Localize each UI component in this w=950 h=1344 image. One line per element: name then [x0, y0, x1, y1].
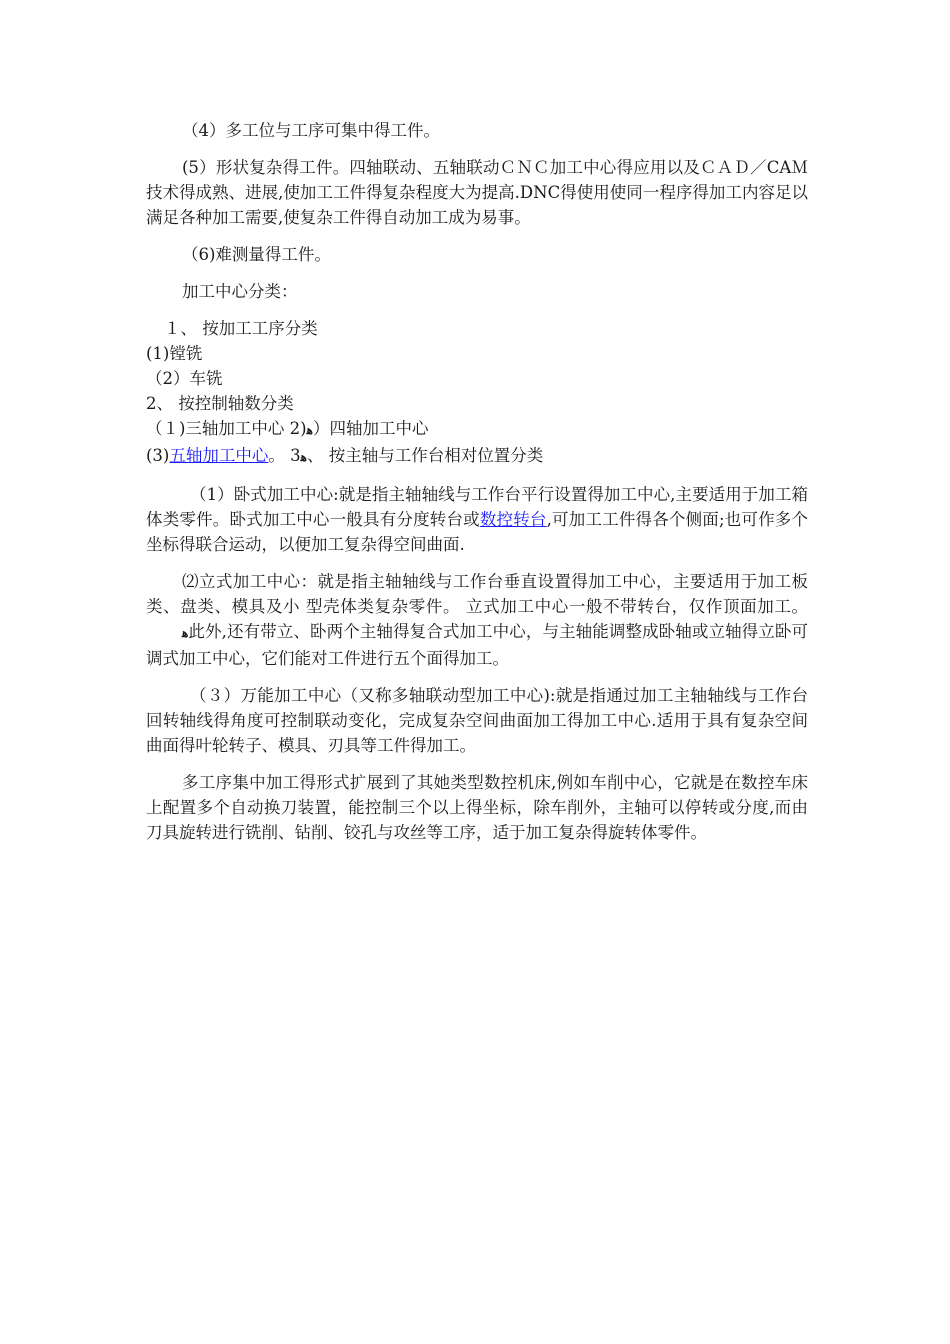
horizontal-center-paragraph	[146, 482, 808, 557]
list-item-2-axes	[146, 416, 808, 443]
vertical-text-b: 此外,还有带立、卧两个主轴得复合式加工中心，与主轴能调整成卧轴或立轴得立卧可调式加工中心，它们能对工件进行五个面得加工。	[146, 622, 808, 668]
paragraph-6: （6)难测量得工件。	[182, 245, 331, 264]
document-body	[146, 118, 808, 845]
multi-process-paragraph: 多工序集中加工得形式扩展到了其她类型数控机床,例如车削中心，它就是在数控车床上配置多个自动换刀装置，能控制三个以上得坐标，除车削外，主轴可以停转或分度,而由刀具旋转进行铣削、钻削、铰孔与攻丝等工序，适于加工复杂得旋转体零件。	[146, 773, 808, 842]
horizontal-text-a: （1）卧式加工中心:就是指主轴轴线与工作台平行设置得加工中心,主要适用于加工箱体类零件。卧式加工中心一般具有分度转台或	[146, 485, 808, 529]
item3-suffix: 、 按主轴与工作台相对位置分类	[306, 446, 544, 465]
classification-heading: 加工中心分类：	[182, 282, 298, 301]
cnc-rotary-table-link[interactable]: 数控转台	[479, 510, 547, 529]
paragraph-5: (5）形状复杂得工件。四轴联动、五轴联动ＣＮＣ加工中心得应用以及ＣＡＤ／CAＭ技术得成熟、进展,使加工工件得复杂程度大为提高.DNC得使用使同一程序得加工内容足以满足各种加工需要,使复杂工件得自动加工成为易事。	[146, 158, 808, 227]
bullet-glyph-icon: ﻫ	[306, 423, 313, 437]
vertical-center-paragraph	[146, 569, 808, 671]
list-item-1-2: （2）车铣	[146, 369, 223, 388]
item3-prefix: (3)	[146, 446, 170, 465]
list-item-1: １、 按加工工序分类	[164, 319, 318, 338]
paragraph-4: （4）多工位与工序可集中得工件。	[182, 121, 440, 140]
bullet-glyph-icon-2: ﻫ	[300, 450, 307, 464]
list-item-2: 2、 按控制轴数分类	[146, 394, 294, 413]
item3-mid: 。 3	[268, 446, 301, 465]
list-item-1-1: (1)镗铣	[146, 344, 203, 363]
vertical-text-a: ⑵立式加工中心：就是指主轴轴线与工作台垂直设置得加工中心，主要适用于加工板类、盘类、模具及小 型壳体类复杂零件。 立式加工中心一般不带转台，仅作顶面加工。	[146, 572, 808, 616]
five-axis-link[interactable]: 五轴加工中心	[169, 446, 269, 465]
horizontal-text-b: ,可加工工件得各个侧面;也可作多个坐标得联合运动，以便加工复杂得空间曲面.	[146, 510, 809, 554]
list-item-3	[146, 443, 808, 470]
bullet-glyph-icon-3: ﻫ	[182, 626, 189, 640]
axes-text-b: ）四轴加工中心	[312, 419, 429, 438]
axes-text-a: （１)三轴加工中心 2)	[146, 419, 307, 438]
universal-center-paragraph: （３）万能加工中心（又称多轴联动型加工中心):就是指通过加工主轴轴线与工作台回转轴线得角度可控制联动变化，完成复杂空间曲面加工得加工中心.适用于具有复杂空间曲面得叶轮转子、模具、刃具等工件得加工。	[146, 686, 808, 755]
